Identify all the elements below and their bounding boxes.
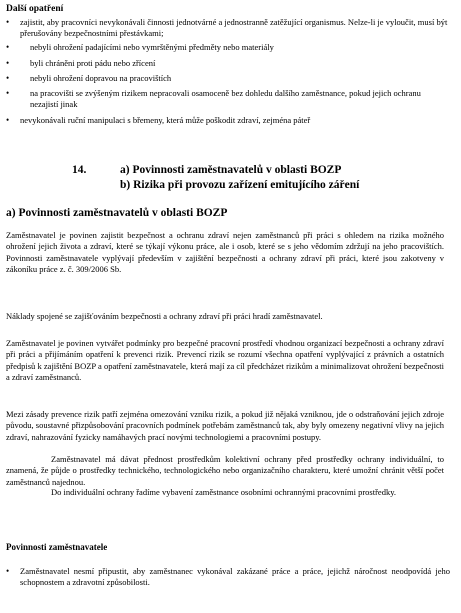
bottom-heading: Povinnosti zaměstnavatele xyxy=(6,542,108,552)
bullet-text: byli chráněni proti pádu nebo zřícení xyxy=(30,58,156,68)
paragraph: Náklady spojené se zajišťováním bezpečnosti a ochrany zdraví při práci hradí zaměstnavatel. xyxy=(6,311,323,321)
list-item xyxy=(6,58,446,70)
bullet-text: nebyli ohrožení dopravou na pracovištích xyxy=(30,73,172,83)
bullet-icon: • xyxy=(6,58,10,68)
paragraph: Zaměstnavatel má dávat přednost prostředkům kolektivní ochrany před prostředky ochrany individuální, to znamená, že půjde o prostředky technického, technologického nebo organizačního charakteru, které umožní chránit větší počet zaměstnanců najednou. xyxy=(6,454,444,487)
list-item xyxy=(6,73,446,85)
paragraph: Zaměstnavatel je povinen vytvářet podmínky pro bezpečné pracovní prostředí vhodnou organizací bezpečnosti a ochrany zdraví při práci a přijímáním opatření k prevenci rizik. Prevencí rizik se rozumí všechna opatření vyplývající z právních a ostatních předpisů k zajištění BOZP a opatření zaměstnavatele, která mají za cíl předcházet rizikům a minimalizovat ohrožení bezpečnosti a zdraví zaměstnanců. xyxy=(6,338,444,382)
bullet-text: nevykonávali ruční manipulaci s břemeny, která může poškodit zdraví, zejména páteř xyxy=(20,115,311,125)
list-item xyxy=(6,17,446,41)
bullet-icon: • xyxy=(6,566,10,576)
bullet-text: zajistit, aby pracovníci nevykonávali činnosti jednotvárné a jednostranně zatěžující organismus. Nelze-li je vyloučit, musí být přerušovány bezpečnostními přestávkami; xyxy=(20,17,448,39)
bullet-text: nebyli ohrožení padajícími nebo vymrštěnými předměty nebo materiály xyxy=(30,42,274,52)
bullet-icon: • xyxy=(6,88,10,98)
top-heading: Další opatření xyxy=(6,4,64,14)
section-title-a: a) Povinnosti zaměstnavatelů v oblasti BOZP xyxy=(120,164,342,176)
bullet-icon: • xyxy=(6,17,10,27)
bullet-icon: • xyxy=(6,115,10,125)
list-item xyxy=(6,115,446,127)
paragraph: Zaměstnavatel je povinen zajistit bezpečnost a ochranu zdraví nejen zaměstnanců při práci s ohledem na rizika možného ohrožení jejich života a zdraví, které se týkají výkonu práce, ale i osob, které se s jeho vědomím zdržují na jeho pracovištích. Povinnosti zaměstnavatele vyplývají především v zajištění bezpečnosti a ochrany zdraví při práci, které jsou zakotveny v zákoníku práce z. č. 309/2006 Sb. xyxy=(6,230,444,274)
list-item xyxy=(6,566,450,590)
bullet-text: na pracovišti se zvýšeným rizikem nepracovali osamoceně bez dohledu dalšího zaměstnance, pokud jejich ochranu nezajistí jinak xyxy=(30,88,421,110)
list-item xyxy=(6,88,446,112)
list-item xyxy=(6,42,446,54)
paragraph: Mezi zásady prevence rizik patří zejména omezování vzniku rizik, a pokud již nějaká vzniknou, jde o odstraňování jejich zdroje původu, soustavné přizpůsobování pracovních podmínek potřebám zaměstnanců tak, aby byly omezeny negativní vlivy na jejich zdraví, nahrazování fyzicky namáhavých prací novými technologiemi a pracovními postupy. xyxy=(6,409,444,442)
bullet-text: Zaměstnavatel nesmí připustit, aby zaměstnanec vykonával zakázané práce a práce, jejichž náročnost neodpovídá jeho schopnostem a zdravotní způsobilosti. xyxy=(20,566,450,588)
section-number: 14. xyxy=(72,164,87,176)
paragraph: Do individuální ochrany řadíme vybavení zaměstnance osobními ochrannými pracovními prostředky. xyxy=(51,487,397,497)
bullet-icon: • xyxy=(6,73,10,83)
subsection-title: a) Povinnosti zaměstnavatelů v oblasti BOZP xyxy=(6,207,228,219)
bullet-icon: • xyxy=(6,42,10,52)
section-title-b: b) Rizika při provozu zařízení emitujícího záření xyxy=(120,179,360,191)
